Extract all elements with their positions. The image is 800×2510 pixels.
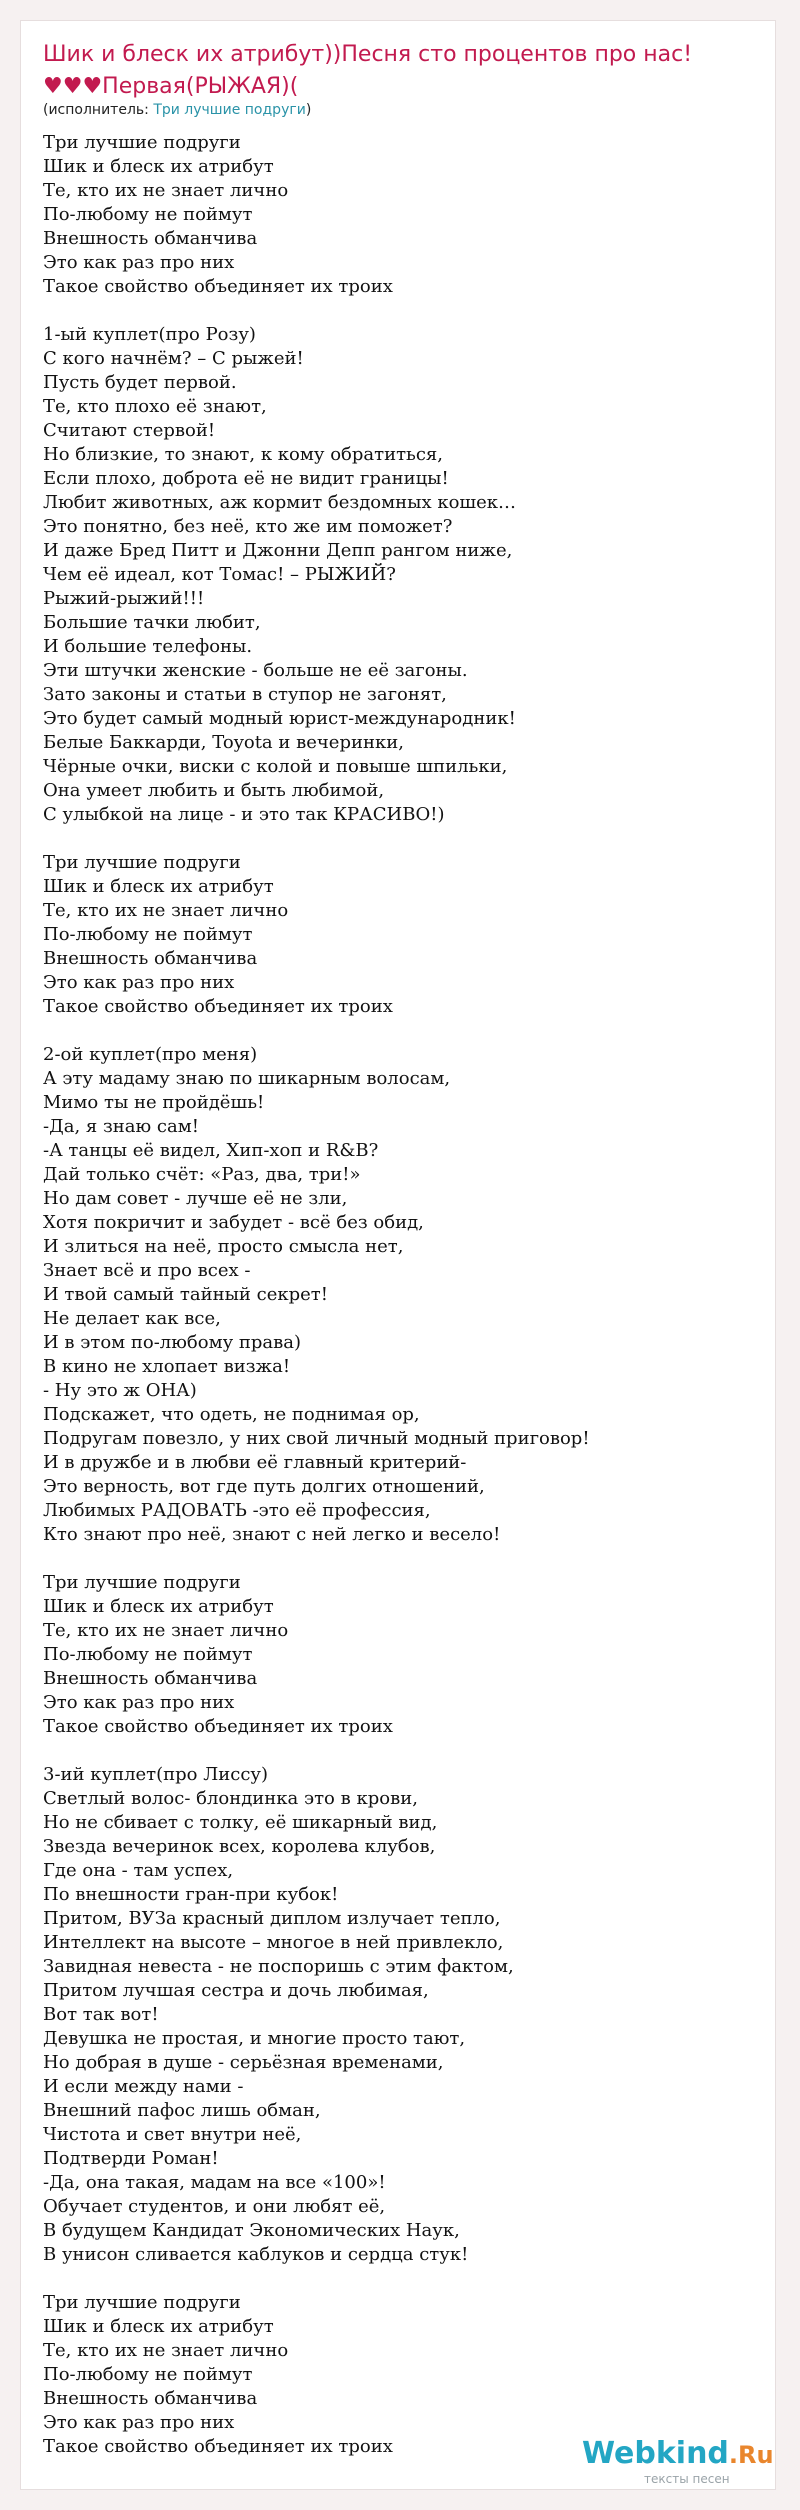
lyric-line: Мимо ты не пройдёшь!	[43, 1092, 265, 1113]
lyric-line: В кино не хлопает визжа!	[43, 1356, 291, 1377]
lyric-line: Внешность обманчива	[43, 228, 258, 249]
lyric-line: И в этом по-любому права)	[43, 1332, 302, 1353]
lyric-line	[43, 2267, 763, 2291]
lyric-line: Звезда вечеринок всех, королева клубов,	[43, 1836, 436, 1857]
lyric-line: Это как раз про них	[43, 2412, 235, 2433]
lyric-line: Зато законы и статьи в ступор не загонят,	[43, 684, 447, 705]
lyric-line: С кого начнём? – С рыжей!	[43, 348, 304, 369]
lyric-line: Те, кто их не знает лично	[43, 900, 289, 921]
lyric-line: Чёрные очки, виски с колой и повыше шпильки,	[43, 756, 508, 777]
lyric-line: Интеллект на высоте – многое в ней привлекло,	[43, 1932, 504, 1953]
lyric-line: И если между нами -	[43, 2076, 244, 2097]
lyric-line: Шик и блеск их атрибут	[43, 156, 274, 177]
lyric-line: Белые Баккарди, Toyota и вечеринки,	[43, 732, 404, 753]
lyric-line: Где она - там успех,	[43, 1860, 234, 1881]
lyric-line: Шик и блеск их атрибут	[43, 2316, 274, 2337]
lyric-line: Те, кто их не знает лично	[43, 1620, 289, 1641]
lyric-line	[43, 827, 763, 851]
lyric-line: Чистота и свет внутри неё,	[43, 2124, 302, 2145]
lyric-line: Эти штучки женские - больше не её загоны.	[43, 660, 468, 681]
lyric-line: И большие телефоны.	[43, 636, 253, 657]
lyric-line: Но близкие, то знают, к кому обратиться,	[43, 444, 443, 465]
lyric-line: Любит животных, аж кормит бездомных кошек…	[43, 492, 517, 513]
lyric-line: Это понятно, без неё, кто же им поможет?	[43, 516, 453, 537]
lyric-line: Если плохо, доброта её не видит границы!	[43, 468, 449, 489]
lyric-line: Три лучшие подруги	[43, 852, 241, 873]
logo-name: Webkind	[582, 2436, 729, 2471]
lyric-line: Подскажет, что одеть, не поднимая ор,	[43, 1404, 420, 1425]
lyric-line: Вот так вот!	[43, 2004, 159, 2025]
lyric-line: Это верность, вот где путь долгих отношений,	[43, 1476, 485, 1497]
lyric-line: Большие тачки любит,	[43, 612, 261, 633]
lyric-line: - Ну это ж ОНА)	[43, 1380, 197, 1401]
lyric-line: Это будет самый модный юрист-международник!	[43, 708, 516, 729]
lyric-line: Три лучшие подруги	[43, 2292, 241, 2313]
lyric-line: Три лучшие подруги	[43, 132, 241, 153]
lyric-line: Те, кто их не знает лично	[43, 180, 289, 201]
lyric-line: Внешность обманчива	[43, 1668, 258, 1689]
lyric-line: По-любому не поймут	[43, 2364, 253, 2385]
lyrics-text	[43, 131, 763, 2459]
lyric-line: С улыбкой на лице - и это так КРАСИВО!)	[43, 804, 445, 825]
lyric-line: 1-ый куплет(про Розу)	[43, 324, 256, 345]
lyric-line: Это как раз про них	[43, 1692, 235, 1713]
lyric-line: Шик и блеск их атрибут	[43, 876, 274, 897]
lyric-line: Такое свойство объединяет их троих	[43, 996, 393, 1017]
lyric-line: И твой самый тайный секрет!	[43, 1284, 329, 1305]
logo-wordmark	[582, 2436, 774, 2473]
lyric-line: Три лучшие подруги	[43, 1572, 241, 1593]
lyric-line: По-любому не поймут	[43, 204, 253, 225]
lyric-line	[43, 1739, 763, 1763]
lyric-line: Это как раз про них	[43, 972, 235, 993]
lyric-line: Внешность обманчива	[43, 2388, 258, 2409]
lyric-line	[43, 1019, 763, 1043]
lyric-line: Любимых РАДОВАТЬ -это её профессия,	[43, 1500, 431, 1521]
lyric-line: Девушка не простая, и многие просто тают,	[43, 2028, 466, 2049]
lyric-line: Хотя покричит и забудет - всё без обид,	[43, 1212, 424, 1233]
lyrics-card	[20, 20, 776, 2490]
lyric-line: И даже Бред Питт и Джонни Депп рангом ниже,	[43, 540, 513, 561]
lyric-line: Рыжий-рыжий!!!	[43, 588, 205, 609]
artist-suffix: )	[305, 102, 312, 118]
lyric-line: Пусть будет первой.	[43, 372, 237, 393]
lyric-line: А эту мадаму знаю по шикарным волосам,	[43, 1068, 451, 1089]
lyric-line: Светлый волос- блондинка это в крови,	[43, 1788, 418, 1809]
artist-line	[43, 101, 311, 119]
lyric-line	[43, 1547, 763, 1571]
lyric-line: Она умеет любить и быть любимой,	[43, 780, 385, 801]
artist-prefix: (исполнитель:	[43, 102, 154, 118]
lyric-line: Завидная невеста - не поспоришь с этим фактом,	[43, 1956, 514, 1977]
lyric-line: Шик и блеск их атрибут	[43, 1596, 274, 1617]
lyric-line: По-любому не поймут	[43, 924, 253, 945]
lyric-line: Те, кто плохо её знают,	[43, 396, 267, 417]
lyric-line: Притом лучшая сестра и дочь любимая,	[43, 1980, 429, 2001]
lyric-line: Внешний пафос лишь обман,	[43, 2100, 321, 2121]
lyric-line: Но дам совет - лучше её не зли,	[43, 1188, 348, 1209]
logo-tagline: тексты песен	[644, 2472, 730, 2486]
lyric-line: По-любому не поймут	[43, 1644, 253, 1665]
lyric-line: По внешности гран-при кубок!	[43, 1884, 339, 1905]
lyric-line: Не делает как все,	[43, 1308, 221, 1329]
logo-tld: .Ru	[728, 2441, 774, 2469]
lyric-line: 3-ий куплет(про Лиссу)	[43, 1764, 269, 1785]
lyric-line: Чем её идеал, кот Томас! – РЫЖИЙ?	[43, 564, 396, 585]
lyric-line: Обучает студентов, и они любят её,	[43, 2196, 386, 2217]
page-title: Шик и блеск их атрибут))Песня сто процентов про нас! ♥♥♥Первая(РЫЖАЯ)(	[43, 42, 693, 99]
lyric-line: Считают стервой!	[43, 420, 216, 441]
lyric-line: Внешность обманчива	[43, 948, 258, 969]
lyric-line: Кто знают про неё, знают с ней легко и весело!	[43, 1524, 501, 1545]
lyric-line: Те, кто их не знает лично	[43, 2340, 289, 2361]
webkind-logo[interactable]	[582, 2436, 772, 2492]
lyric-line: 2-ой куплет(про меня)	[43, 1044, 258, 1065]
lyric-line: Но не сбивает с толку, её шикарный вид,	[43, 1812, 438, 1833]
lyric-line: Такое свойство объединяет их троих	[43, 276, 393, 297]
lyric-line: -Да, она такая, мадам на все «100»!	[43, 2172, 386, 2193]
lyric-line: -Да, я знаю сам!	[43, 1116, 199, 1137]
lyric-line: Подругам повезло, у них свой личный модный приговор!	[43, 1428, 590, 1449]
artist-link[interactable]: Три лучшие подруги	[153, 102, 306, 118]
lyric-line: Дай только счёт: «Раз, два, три!»	[43, 1164, 361, 1185]
lyric-line: Подтверди Роман!	[43, 2148, 219, 2169]
lyric-line: Знает всё и про всех -	[43, 1260, 251, 1281]
lyric-line: В унисон сливается каблуков и сердца стук!	[43, 2244, 469, 2265]
lyric-line: Но добрая в душе - серьёзная временами,	[43, 2052, 444, 2073]
lyric-line: Такое свойство объединяет их троих	[43, 2436, 393, 2457]
lyric-line: И в дружбе и в любви её главный критерий-	[43, 1452, 467, 1473]
lyric-line: Притом, ВУЗа красный диплом излучает тепло,	[43, 1908, 501, 1929]
lyric-line: -А танцы её видел, Хип-хоп и R&B?	[43, 1140, 379, 1161]
lyric-line	[43, 299, 763, 323]
lyric-line: Это как раз про них	[43, 252, 235, 273]
lyric-line: И злиться на неё, просто смысла нет,	[43, 1236, 404, 1257]
lyric-line: Такое свойство объединяет их троих	[43, 1716, 393, 1737]
lyric-line: В будущем Кандидат Экономических Наук,	[43, 2220, 460, 2241]
